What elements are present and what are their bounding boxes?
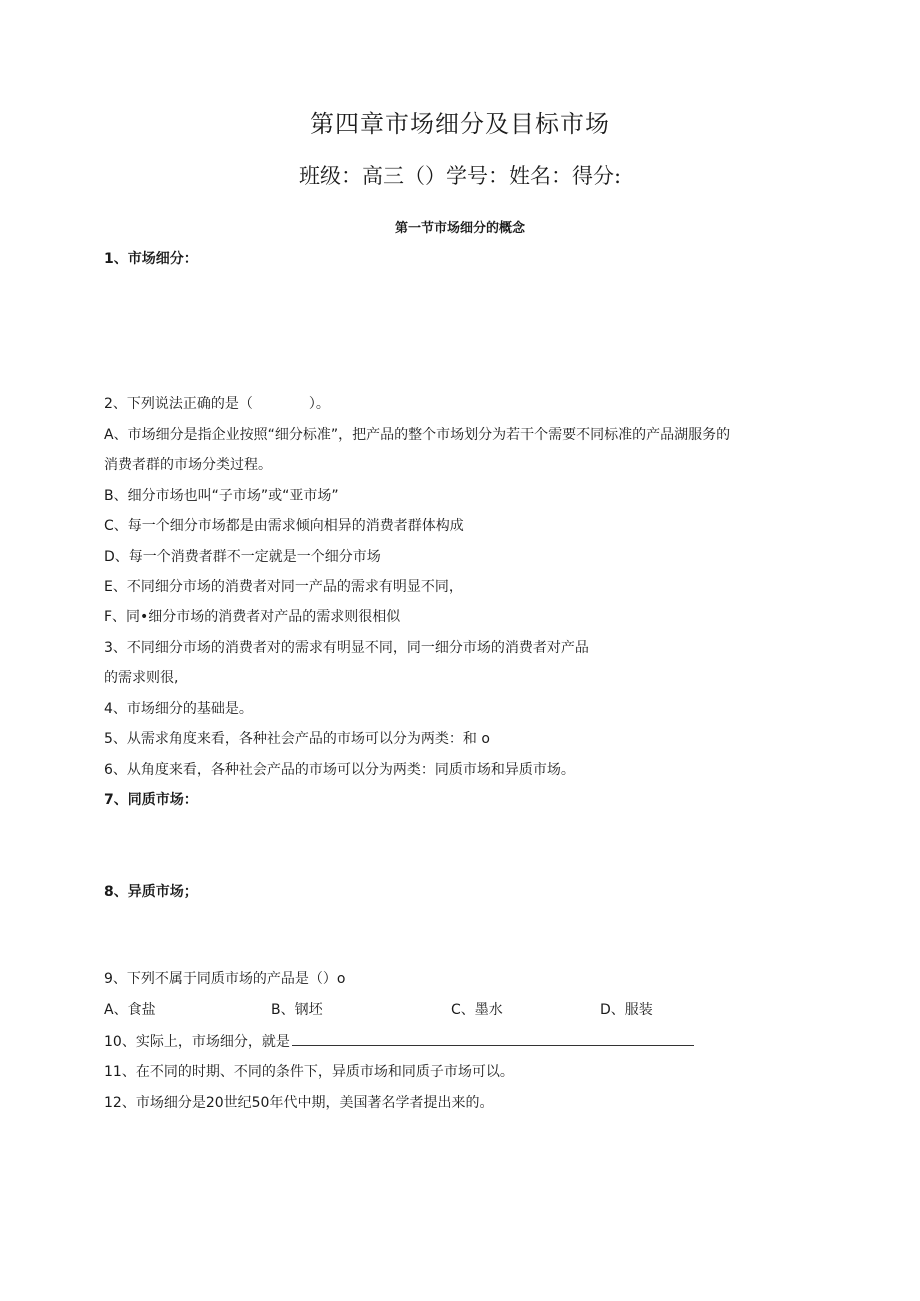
question-2-option-b: B、细分市场也叫“子市场”或“亚市场”: [104, 488, 339, 504]
question-2-option-f: F、同•细分市场的消费者对产品的需求则很相似: [104, 609, 401, 625]
question-4: 4、市场细分的基础是。: [104, 701, 253, 717]
question-2-option-a-cont: 消费者群的市场分类过程。: [104, 457, 272, 473]
question-2-option-c: C、每一个细分市场都是由需求倾向相异的消费者群体构成: [104, 518, 464, 534]
question-9-option-b: B、钢坯: [271, 1002, 323, 1018]
question-10-text: 10、实际上，市场细分，就是: [104, 1034, 290, 1050]
page-title: 第四章市场细分及目标市场: [310, 110, 610, 138]
question-2: 2、下列说法正确的是（ ）。: [104, 396, 330, 412]
answer-blank-line: [292, 1031, 694, 1046]
student-info-line: 班级：高三（）学号：姓名：得分:: [298, 164, 622, 188]
question-7: 7、同质市场：: [104, 792, 198, 808]
question-6: 6、从角度来看，各种社会产品的市场可以分为两类：同质市场和异质市场。: [104, 762, 575, 778]
question-9: 9、下列不属于同质市场的产品是（）o: [104, 971, 346, 987]
question-2-option-e: E、不同细分市场的消费者对同一产品的需求有明显不同，: [104, 579, 463, 595]
question-9-option-d: D、服装: [600, 1002, 653, 1018]
question-9-option-c: C、墨水: [451, 1002, 503, 1018]
question-10: [104, 1031, 824, 1052]
question-2-option-d: D、每一个消费者群不一定就是一个细分市场: [104, 549, 381, 565]
question-5: 5、从需求角度来看，各种社会产品的市场可以分为两类：和 o: [104, 731, 490, 747]
question-8: 8、异质市场；: [104, 884, 198, 900]
question-1: 1、市场细分：: [104, 251, 198, 267]
question-2-option-a: A、市场细分是指企业按照“细分标准”，把产品的整个市场划分为若干个需要不同标准的产品湖服务的: [104, 427, 731, 443]
section-heading: 第一节市场细分的概念: [394, 221, 525, 236]
question-11: 11、在不同的时期、不同的条件下，异质市场和同质子市场可以。: [104, 1064, 514, 1080]
question-9-option-a: A、食盐: [104, 1002, 156, 1018]
question-3-cont: 的需求则很,: [104, 670, 179, 686]
question-3: 3、不同细分市场的消费者对的需求有明显不同，同一细分市场的消费者对产品: [104, 640, 589, 656]
question-12: 12、市场细分是20世纪50年代中期，美国著名学者提出来的。: [104, 1095, 494, 1111]
